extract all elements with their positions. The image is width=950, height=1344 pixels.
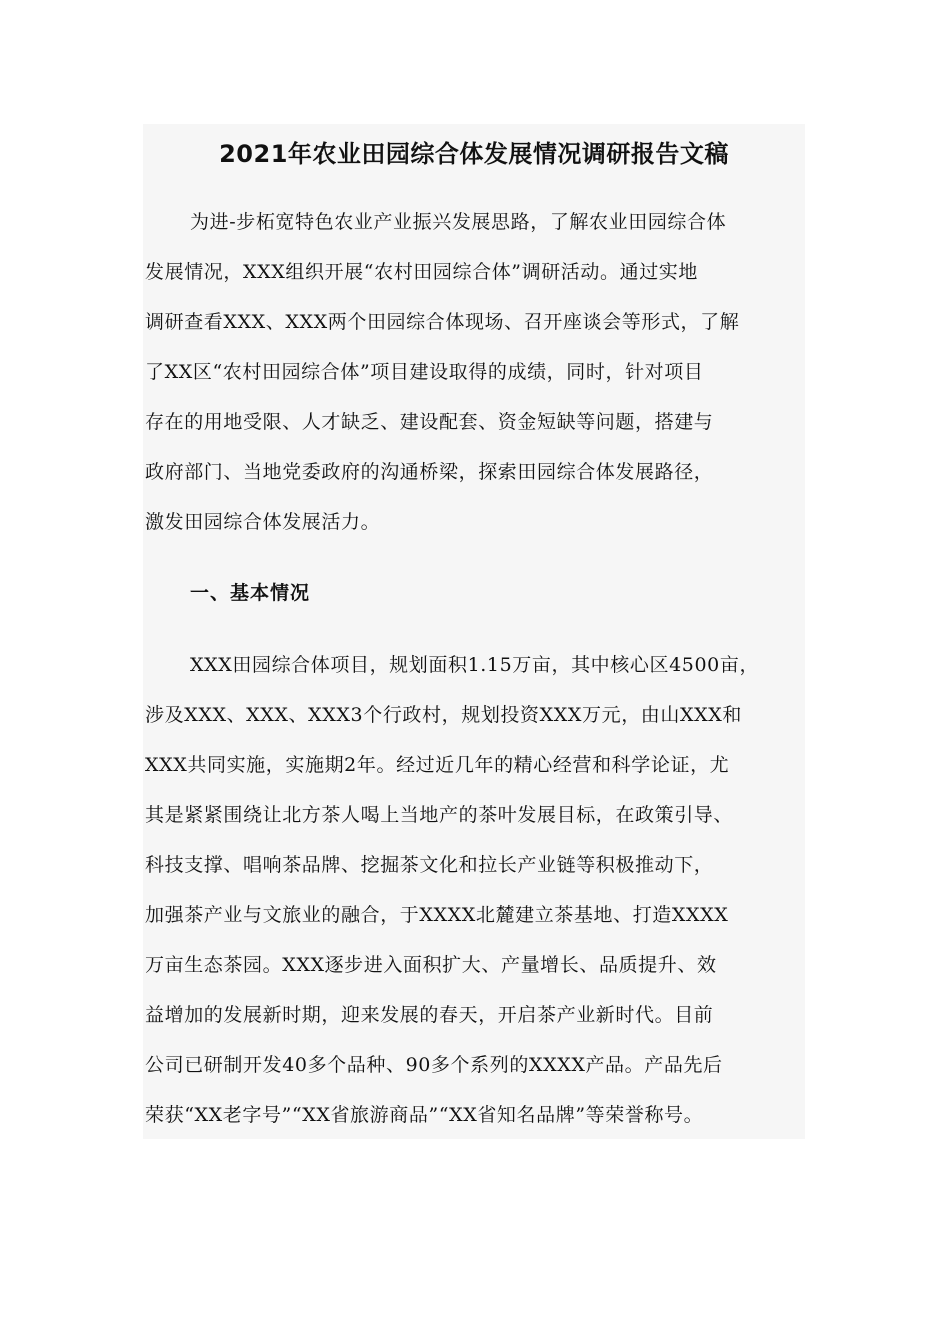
body-line: 荣获“XX老字号”“XX省旅游商品”“XX省知名品牌”等荣誉称号。 (145, 1104, 704, 1126)
body-line: 万亩生态茶园。XXX逐步进入面积扩大、产量增长、品质提升、效 (145, 954, 717, 976)
intro-line: 激发田园综合体发展活力。 (145, 511, 381, 533)
document-title: 2021年农业田园综合体发展情况调研报告文稿 (219, 140, 729, 168)
intro-line: 发展情况，XXX组织开展“农村田园综合体”调研活动。通过实地 (145, 261, 699, 283)
intro-line: 调研查看XXX、XXX两个田园综合体现场、召开座谈会等形式，了解 (145, 311, 740, 333)
body-line: 其是紧紧围绕让北方茶人喝上当地产的茶叶发展目标，在政策引导、 (145, 804, 734, 826)
body-line: 科技支撑、唱响茶品牌、挖掘茶文化和拉长产业链等积极推动下， (145, 854, 714, 876)
body-line: 益增加的发展新时期，迎来发展的春天，开启茶产业新时代。目前 (145, 1004, 714, 1026)
body-line: 加强茶产业与文旅业的融合，于XXXX北麓建立茶基地、打造XXXX (145, 904, 729, 926)
body-line: XXX田园综合体项目，规划面积1.15万亩，其中核心区4500亩， (190, 654, 760, 676)
body-line: XXX共同实施，实施期2年。经过近几年的精心经营和科学论证，尤 (145, 754, 730, 776)
intro-line: 存在的用地受限、人才缺乏、建设配套、资金短缺等问题，搭建与 (145, 411, 714, 433)
section-heading: 一、基本情况 (190, 582, 311, 604)
intro-line: 了XX区“农村田园综合体”项目建设取得的成绩，同时，针对项目 (145, 361, 704, 383)
intro-line: 政府部门、当地党委政府的沟通桥梁，探索田园综合体发展路径， (145, 461, 714, 483)
intro-line: 为进-步柘宽特色农业产业振兴发展思路，了解农业田园综合体 (190, 211, 727, 233)
body-line: 公司已研制开发40多个品种、90多个系列的XXXX产品。产品先后 (145, 1054, 723, 1076)
body-line: 涉及XXX、XXX、XXX3个行政村，规划投资XXX万元，由山XXX和 (145, 704, 742, 726)
